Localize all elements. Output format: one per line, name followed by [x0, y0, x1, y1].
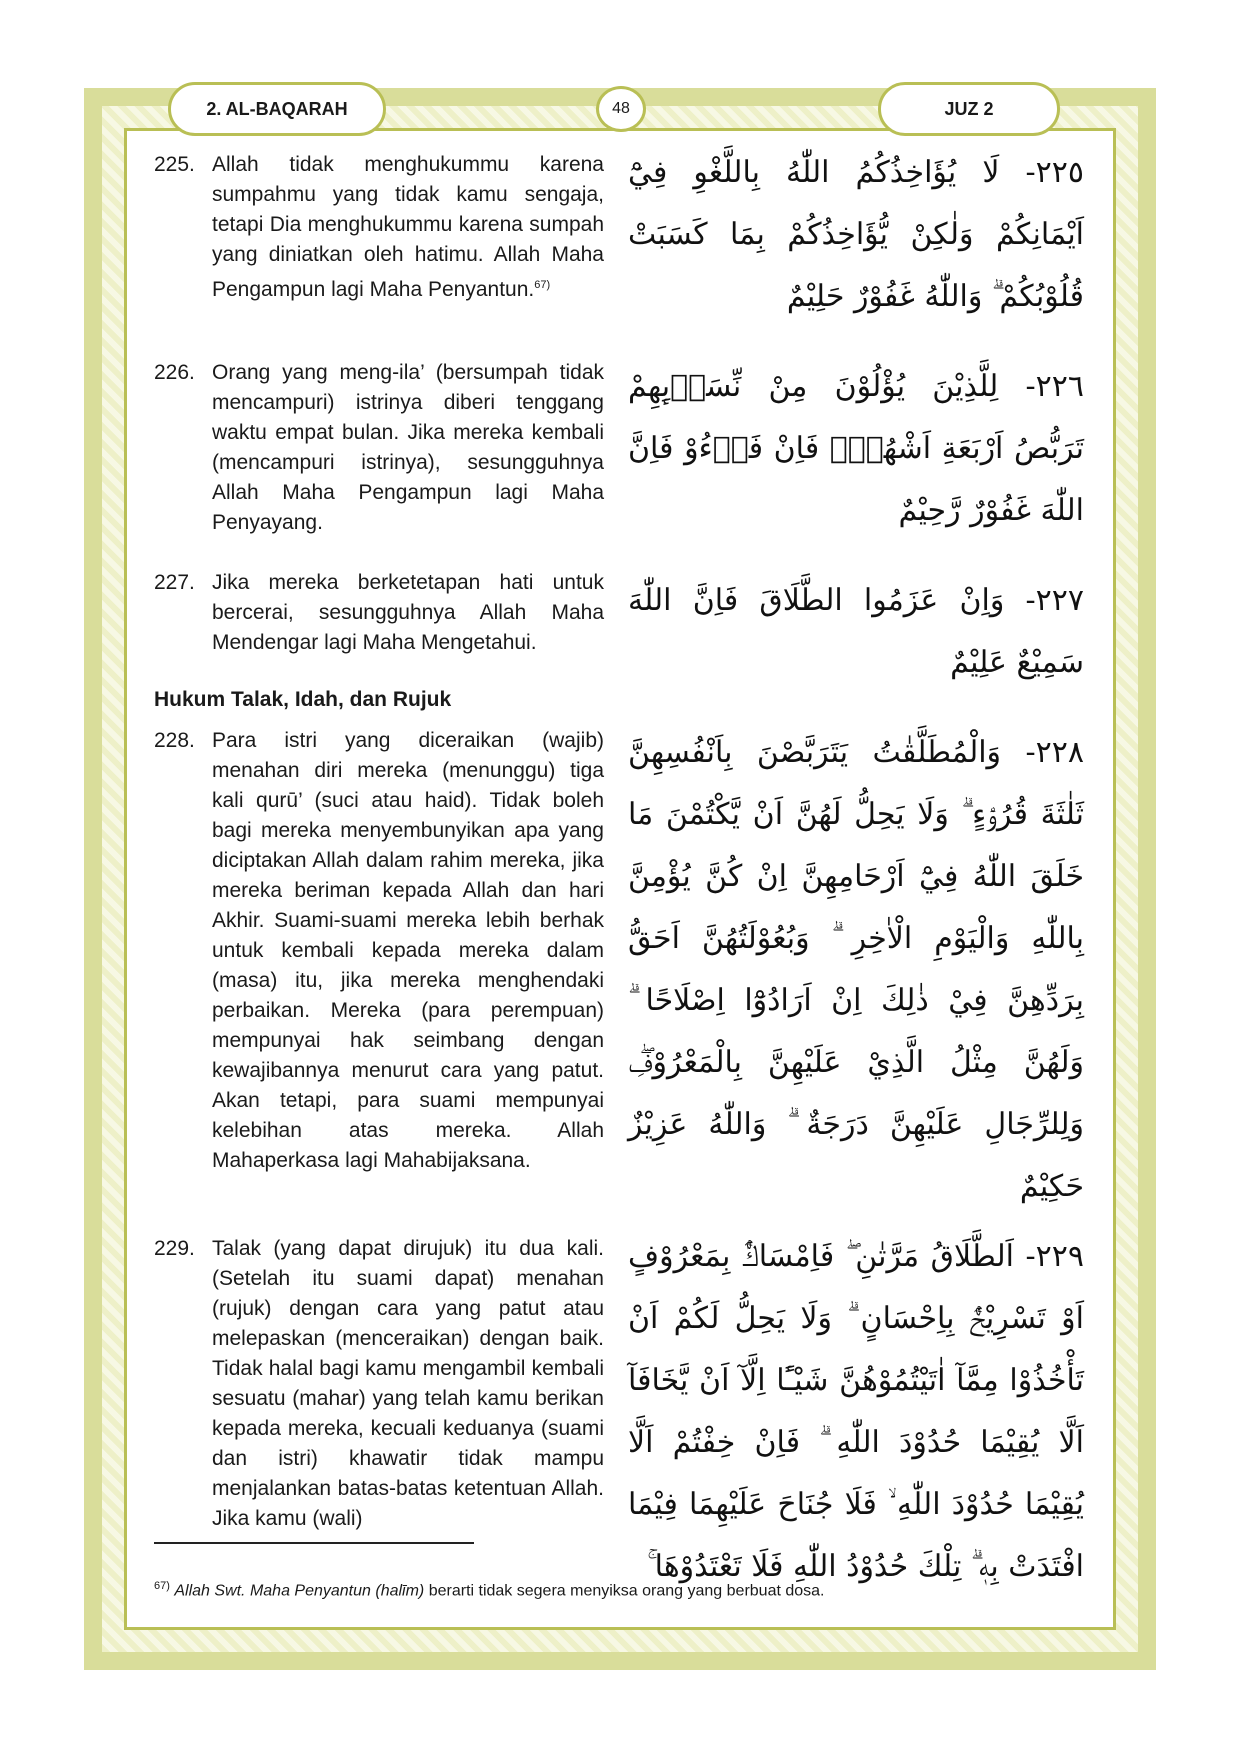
page-number: 48 [596, 86, 646, 132]
footnote-text: berarti tidak segera menyiksa orang yang berbuat dosa. [424, 1582, 825, 1600]
footnote-marker: 67) [154, 1580, 170, 1592]
verse-number: 227. [154, 571, 195, 594]
translation-text: Orang yang meng-ila’ (bersumpah tidak mencampuri) istrinya diberi tenggang waktu empat bulan. Jika mereka kembali (mencampuri istrinya), sesungguhnya Allah Maha Pengampun lagi Maha Penyayang. [212, 361, 604, 534]
verse-number: 226. [154, 361, 195, 384]
surah-title: 2. AL-BAQARAH [168, 82, 386, 136]
footnote-ref: 67) [534, 279, 551, 291]
arabic-228: ٢٢٨- وَالْمُطَلَّقٰتُ يَتَرَبَّصْنَ بِاَنْفُسِهِنَّ ثَلٰثَةَ قُرُوْۤءٍ ۗ وَلَا يَحِلُّ لَهُنَّ اَنْ يَّكْتُمْنَ مَا خَلَقَ اللّٰهُ فِيْٓ اَرْحَامِهِنَّ اِنْ كُنَّ يُؤْمِنَّ بِاللّٰهِ وَالْيَوْمِ الْاٰخِرِ ۗ وَبُعُوْلَتُهُنَّ اَحَقُّ بِرَدِّهِنَّ فِيْ ذٰلِكَ اِنْ اَرَادُوْٓا اِصْلَاحًا ۗ وَلَهُنَّ مِثْلُ الَّذِيْ عَلَيْهِنَّ بِالْمَعْرُوْفِۖ وَلِلرِّجَالِ عَلَيْهِنَّ دَرَجَةٌ ۗ وَاللّٰهُ عَزِيْزٌ حَكِيْمٌ [628, 735, 1084, 1204]
verse-number: 225. [154, 153, 195, 176]
translation-text: Para istri yang diceraikan (wajib) menahan diri mereka (menunggu) tiga kali qurū’ (suci atau haid). Tidak boleh bagi mereka menyembunyikan apa yang diciptakan Allah dalam rahim mereka, jika mereka beriman kepada Allah dan hari Akhir. Suami-suami mereka lebih berhak untuk kembali kepada mereka dalam (masa) itu, jika mereka menghendaki perbaikan. Mereka (para perempuan) mempunyai hak seimbang dengan kewajibannya menurut cara yang patut. Akan tetapi, para suami mempunyai kelebihan atas mereka. Allah Mahaperkasa lagi Mahabijaksana. [212, 729, 604, 1172]
juz-label: JUZ 2 [878, 82, 1060, 136]
translation-228 [154, 726, 604, 1176]
translation-226 [154, 358, 604, 538]
translation-text: Jika mereka berketetapan hati untuk bercerai, sesungguhnya Allah Maha Mendengar lagi Maha Mengetahui. [212, 571, 604, 654]
translation-225 [154, 150, 604, 305]
arabic-227: ٢٢٧- وَاِنْ عَزَمُوا الطَّلَاقَ فَاِنَّ اللّٰهَ سَمِيْعٌ عَلِيْمٌ [628, 583, 1084, 680]
verse-number: 228. [154, 729, 195, 752]
section-heading: Hukum Talak, Idah, dan Rujuk [154, 688, 452, 711]
translation-229 [154, 1234, 604, 1534]
footnote-italic: Allah Swt. Maha Penyantun (halīm) [174, 1582, 425, 1600]
translation-227 [154, 568, 604, 658]
translation-text: Talak (yang dapat dirujuk) itu dua kali. (Setelah itu suami dapat) menahan (rujuk) dengan cara yang patut atau melepaskan (menceraikan) dengan baik. Tidak halal bagi kamu mengambil kembali sesuatu (mahar) yang telah kamu berikan kepada mereka, kecuali keduanya (suami dan istri) khawatir tidak mampu menjalankan batas-batas ketentuan Allah. Jika kamu (wali) [212, 1237, 604, 1530]
footnote [154, 1580, 1054, 1600]
arabic-225: ٢٢٥- لَا يُؤَاخِذُكُمُ اللّٰهُ بِاللَّغْوِ فِيْٓ اَيْمَانِكُمْ وَلٰكِنْ يُّؤَاخِذُكُمْ بِمَا كَسَبَتْ قُلُوْبُكُمْ ۗ وَاللّٰهُ غَفُوْرٌ حَلِيْمٌ [628, 155, 1084, 314]
arabic-229: ٢٢٩- اَلطَّلَاقُ مَرَّتٰنِ ۖ فَاِمْسَاكٌۢ بِمَعْرُوْفٍ اَوْ تَسْرِيْحٌۢ بِاِحْسَانٍ ۗ وَلَا يَحِلُّ لَكُمْ اَنْ تَأْخُذُوْا مِمَّآ اٰتَيْتُمُوْهُنَّ شَيْـًٔا اِلَّآ اَنْ يَّخَافَآ اَلَّا يُقِيْمَا حُدُوْدَ اللّٰهِ ۗ فَاِنْ خِفْتُمْ اَلَّا يُقِيْمَا حُدُوْدَ اللّٰهِ ۙ فَلَا جُنَاحَ عَلَيْهِمَا فِيْمَا افْتَدَتْ بِهٖ ۗ تِلْكَ حُدُوْدُ اللّٰهِ فَلَا تَعْتَدُوْهَا ۚ [628, 1239, 1084, 1584]
verse-number: 229. [154, 1237, 195, 1260]
footnote-divider [154, 1542, 474, 1544]
translation-text: Allah tidak menghukummu karena sumpahmu yang tidak kamu sengaja, tetapi Dia menghukummu karena sumpah yang diniatkan oleh hatimu. Allah Maha Pengampun lagi Maha Penyantun. [212, 153, 604, 301]
arabic-226: ٢٢٦- لِلَّذِيْنَ يُؤْلُوْنَ مِنْ نِّسَاۤىِٕهِمْ تَرَبُّصُ اَرْبَعَةِ اَشْهُرٍۚ فَاِنْ فَاۤءُوْ فَاِنَّ اللّٰهَ غَفُوْرٌ رَّحِيْمٌ [628, 369, 1084, 528]
